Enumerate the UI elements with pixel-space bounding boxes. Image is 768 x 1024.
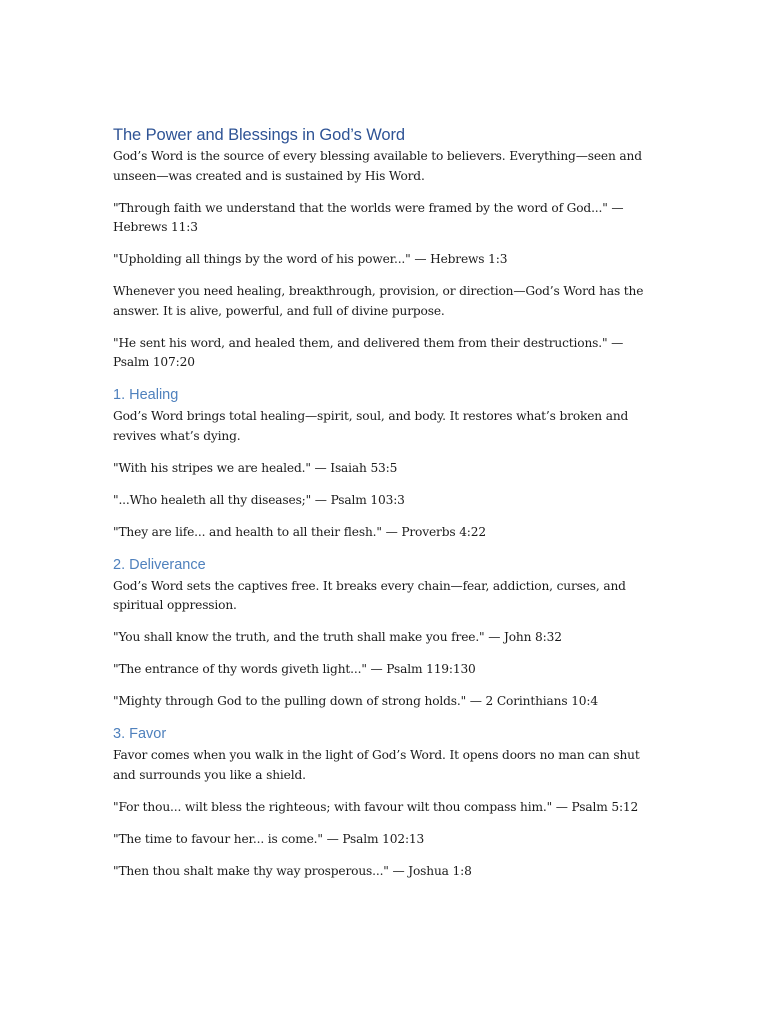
section-paragraph: God’s Word brings total healing—spirit, soul, and body. It restores what’s broken and revives what’s dying. — [113, 409, 629, 443]
scripture-quote: "The time to favour her... is come." — Psalm 102:13 — [113, 831, 425, 846]
scripture-quote: "They are life... and health to all their flesh." — Proverbs 4:22 — [113, 524, 486, 539]
document-page — [113, 124, 658, 894]
intro-section — [113, 147, 658, 373]
scripture-quote: "Through faith we understand that the worlds were framed by the word of God..." — Hebrews 11:3 — [113, 200, 624, 234]
section-paragraph: Favor comes when you walk in the light of God’s Word. It opens doors no man can shut and surrounds you like a shield. — [113, 748, 640, 782]
scripture-quote: "...Who healeth all thy diseases;" — Psalm 103:3 — [113, 492, 405, 507]
section-deliverance — [113, 555, 658, 712]
section-heading: 2. Deliverance — [113, 556, 206, 573]
section-heading: 3. Favor — [113, 726, 167, 742]
section-paragraph: God’s Word sets the captives free. It breaks every chain—fear, addiction, curses, and spiritual oppression. — [113, 578, 626, 612]
section-favor — [113, 724, 658, 881]
scripture-quote: "Upholding all things by the word of his power..." — Hebrews 1:3 — [113, 252, 508, 266]
scripture-quote: "You shall know the truth, and the truth shall make you free." — John 8:32 — [113, 630, 562, 644]
scripture-quote: "Mighty through God to the pulling down of strong holds." — 2 Corinthians 10:4 — [113, 694, 598, 708]
scripture-quote: "The entrance of thy words giveth light..." — Psalm 119:130 — [113, 662, 476, 676]
scripture-quote: "For thou... wilt bless the righteous; with favour wilt thou compass him." — Psalm 5:12 — [113, 799, 639, 814]
document-title: The Power and Blessings in God’s Word — [113, 126, 405, 144]
intro-paragraph: Whenever you need healing, breakthrough, provision, or direction—God’s Word has the answer. It is alive, powerful, and full of divine purpose. — [113, 284, 644, 318]
scripture-quote: "Then thou shalt make thy way prosperous..." — Joshua 1:8 — [113, 863, 472, 878]
scripture-quote: "He sent his word, and healed them, and delivered them from their destructions." — Psalm 107:20 — [113, 335, 624, 369]
intro-paragraph: God’s Word is the source of every blessing available to believers. Everything—seen and unseen—was created and is sustained by His Word. — [113, 149, 642, 183]
scripture-quote: "With his stripes we are healed." — Isaiah 53:5 — [113, 460, 398, 475]
section-heading: 1. Healing — [113, 387, 179, 403]
section-healing — [113, 385, 658, 542]
